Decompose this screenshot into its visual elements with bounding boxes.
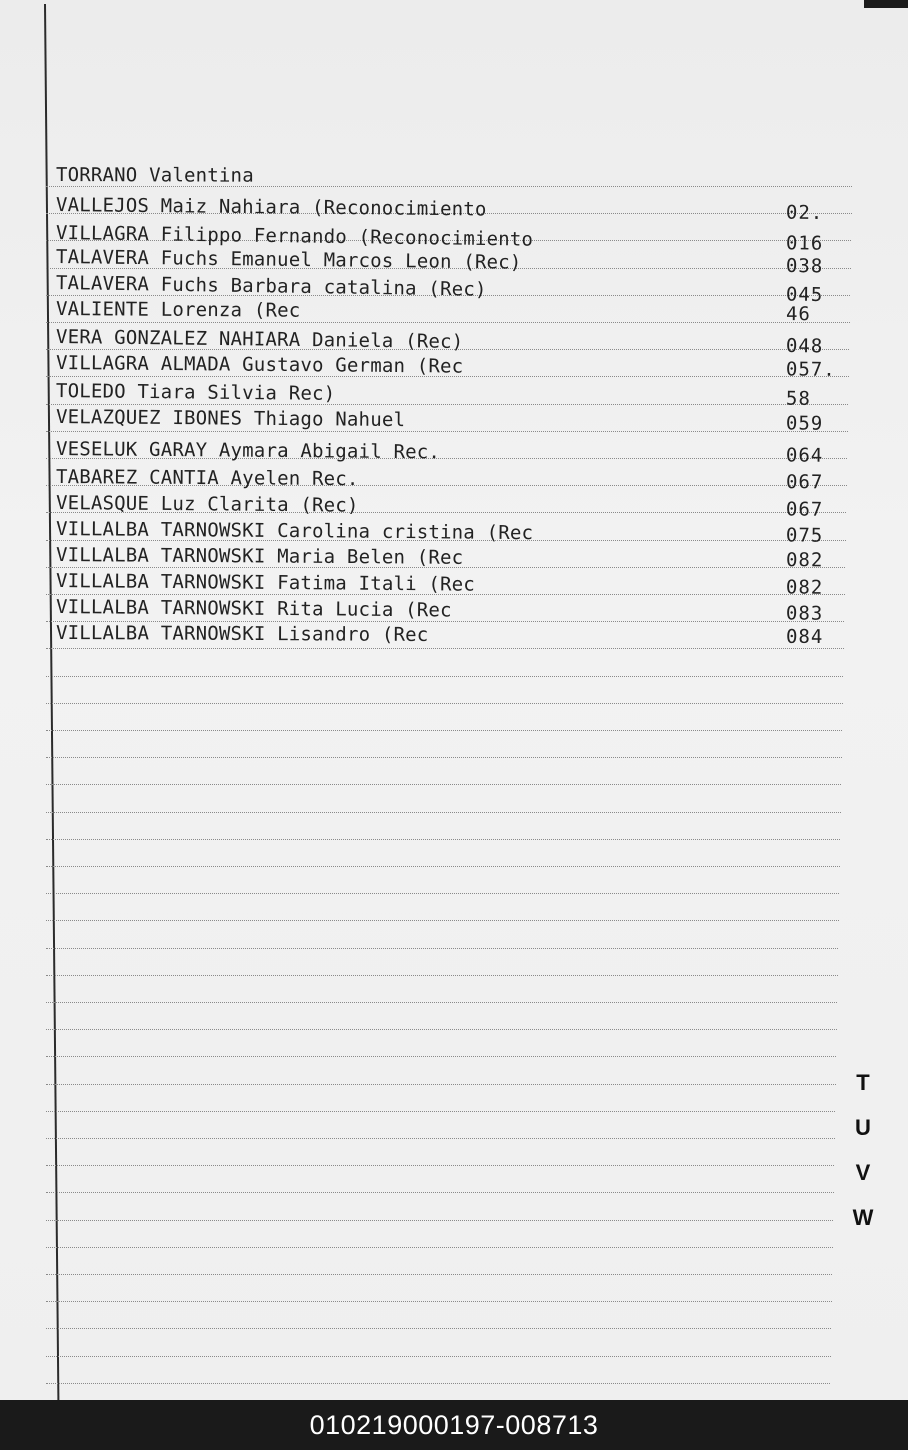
entry-name: VELASQUE Luz Clarita (Rec) — [55, 492, 359, 517]
entry-name: VESELUK GARAY Aymara Abigail Rec. — [55, 438, 441, 464]
ruled-line — [46, 1274, 832, 1275]
entry-number: 083 — [785, 602, 824, 625]
ruled-line — [46, 975, 838, 976]
alphabet-index — [848, 1068, 878, 1248]
entry-name: VERA GONZALEZ NAHIARA Daniela (Rec) — [55, 326, 464, 353]
entry-number: 059 — [785, 412, 824, 435]
ruled-line — [46, 893, 839, 894]
entry-name: VALLEJOS Maiz Nahiara (Reconocimiento — [55, 194, 487, 221]
entry-name: TOLEDO Tiara Silvia Rec) — [55, 380, 336, 405]
entry-name: TORRANO Valentina — [55, 164, 254, 187]
index-letter-w: W — [852, 1205, 874, 1230]
ruled-line — [46, 866, 840, 867]
entry-number: 02. — [785, 201, 824, 225]
entry-number: 58 — [785, 387, 811, 410]
entry-number: 075 — [785, 524, 824, 547]
ruled-line — [46, 1192, 834, 1193]
entry-name: VILLALBA TARNOWSKI Fatima Itali (Rec — [55, 570, 476, 596]
ruled-line — [46, 948, 838, 949]
entry-name: VALIENTE Lorenza (Rec — [55, 298, 301, 322]
entry-name: VILLAGRA Filippo Fernando (Reconocimiento — [55, 222, 534, 251]
ruled-line — [46, 812, 841, 813]
entry-name: VILLAGRA ALMADA Gustavo German (Rec — [55, 352, 464, 378]
ruled-line — [46, 1220, 833, 1221]
entry-name: VILLALBA TARNOWSKI Lisandro (Rec — [55, 622, 429, 646]
entry-number: 038 — [785, 254, 824, 278]
index-letter-v: V — [855, 1160, 871, 1185]
entry-number: 045 — [785, 283, 824, 307]
entry-number: 048 — [785, 334, 824, 358]
ruled-line — [46, 1356, 831, 1357]
entry-number: 067 — [785, 498, 824, 521]
entry-name: TABAREZ CANTIA Ayelen Rec. — [55, 466, 359, 491]
ruled-line — [46, 1002, 837, 1003]
ruled-line — [46, 1301, 832, 1302]
index-letter-u: U — [855, 1115, 871, 1140]
ruled-line — [46, 676, 843, 677]
list-item — [56, 402, 856, 439]
entry-name: TALAVERA Fuchs Barbara catalina (Rec) — [55, 272, 487, 301]
entry-number: 46 — [785, 303, 811, 326]
ruled-line — [46, 757, 842, 758]
entry-number: 082 — [785, 576, 824, 599]
ruled-line — [46, 1138, 835, 1139]
entry-name: TALAVERA Fuchs Emanuel Marcos Leon (Rec) — [55, 246, 522, 274]
footer-code: 010219000197-008713 — [309, 1409, 599, 1440]
ruled-line — [46, 703, 843, 704]
entry-number: 082 — [785, 549, 824, 572]
entry-number: 067 — [785, 471, 824, 494]
ruled-line — [46, 1383, 830, 1384]
ruled-line — [46, 1165, 834, 1166]
entry-name: VILLALBA TARNOWSKI Rita Lucia (Rec — [55, 596, 452, 622]
document-footer — [0, 1400, 908, 1450]
entry-name: VILLALBA TARNOWSKI Carolina cristina (Rec — [55, 518, 534, 545]
entry-name: VILLALBA TARNOWSKI Maria Belen (Rec — [55, 544, 464, 569]
ruled-line — [46, 1029, 837, 1030]
ruled-line — [46, 1247, 833, 1248]
list-item — [56, 618, 856, 652]
ruled-line — [46, 839, 840, 840]
ruled-line — [46, 1328, 831, 1329]
ruled-line — [46, 1056, 836, 1057]
entry-number: 016 — [785, 232, 824, 255]
ruled-line — [46, 1084, 836, 1085]
entry-name: VELAZQUEZ IBONES Thiago Nahuel — [55, 406, 406, 432]
ruled-line — [46, 920, 839, 921]
ruled-line — [46, 784, 841, 785]
entry-number: 064 — [785, 444, 824, 467]
page-corner-shadow — [864, 0, 908, 8]
index-letter-t: T — [856, 1070, 870, 1095]
list-item — [56, 160, 856, 193]
ruled-line — [46, 1111, 835, 1112]
entry-number: 084 — [785, 625, 824, 649]
entry-number: 057. — [785, 358, 836, 381]
ruled-line — [46, 730, 842, 731]
